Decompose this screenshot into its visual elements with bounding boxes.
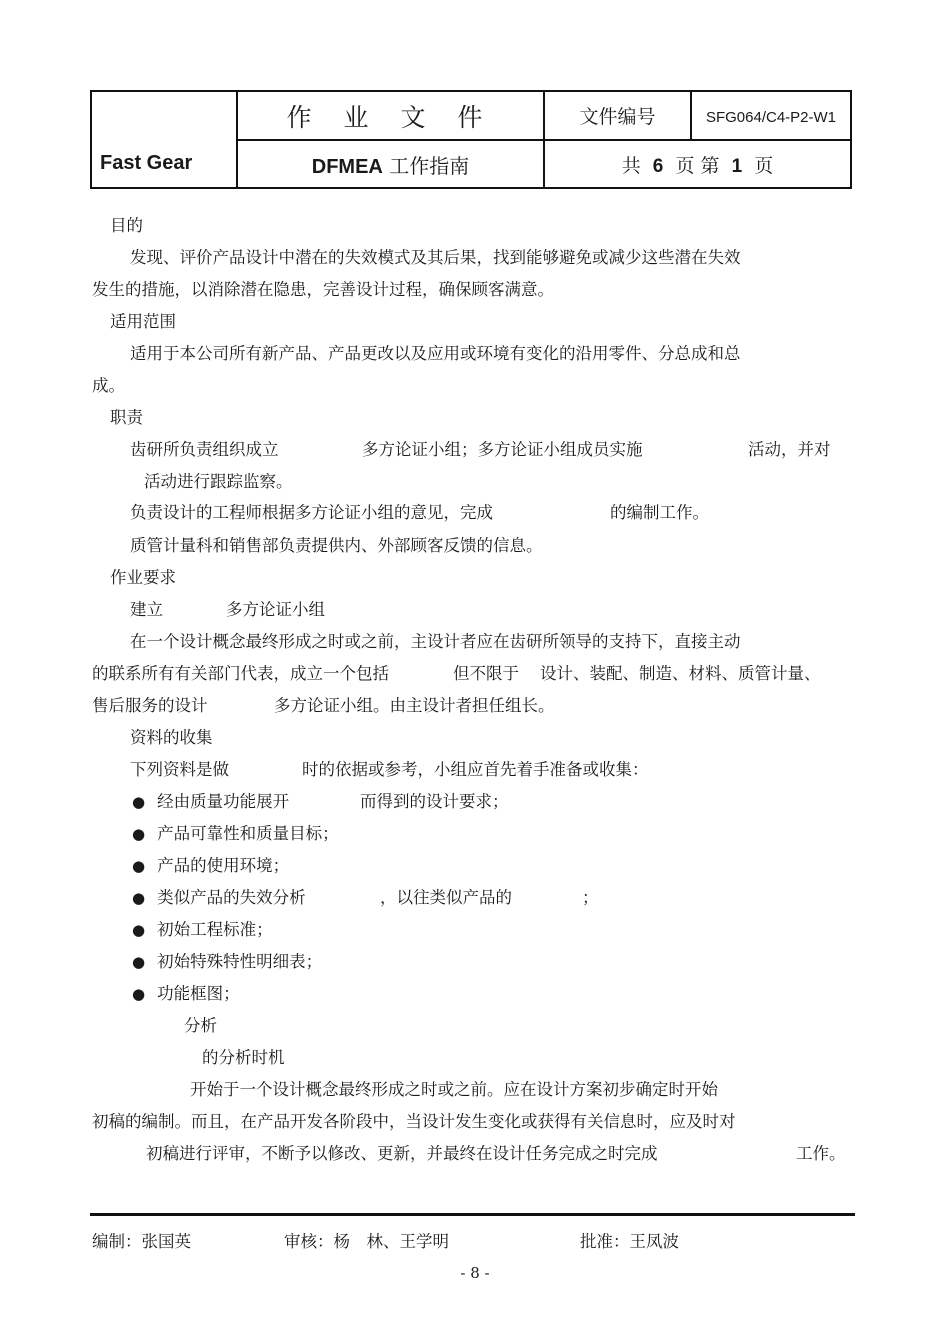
footer-approver: 批准：王凤波 [580, 1232, 679, 1251]
responsibility-1-d: 活动进行跟踪监察。 [144, 472, 293, 491]
page-number: - 8 - [460, 1264, 490, 1282]
bullet-icon: ● [132, 825, 146, 843]
list-item: ● 初始特殊特性明细表； [132, 952, 323, 971]
total-pages: 6 [652, 155, 664, 177]
doc-no-label: 文件编号 [579, 106, 656, 128]
purpose-paragraph-1: 发现、评价产品设计中潜在的失效模式及其后果，找到能够避免或减少这些潜在失效 [130, 248, 741, 267]
guide-title-cell [237, 140, 544, 188]
responsibility-1-a: 齿研所负责组织成立 [130, 440, 279, 459]
list-item: ● 初始工程标准； [132, 920, 273, 939]
responsibility-2-a: 负责设计的工程师根据多方论证小组的意见，完成 [130, 503, 493, 522]
list-item-end: ； [582, 888, 599, 907]
list-item: ● 产品的使用环境； [132, 856, 290, 875]
setup-paragraph-2-b: 但不限于 [453, 664, 519, 683]
bullet-icon: ● [132, 793, 146, 811]
company-name: Fast Gear [100, 152, 193, 174]
setup-paragraph-3-b: 多方论证小组。由主设计者担任组长。 [274, 696, 555, 715]
list-item: ● 产品可靠性和质量目标； [132, 824, 339, 843]
list-item: ● 功能框图； [132, 984, 240, 1003]
timing-paragraph-1: 开始于一个设计概念最终形成之时或之前。应在设计方案初步确定时开始 [190, 1080, 718, 1099]
timing-heading: 的分析时机 [202, 1048, 285, 1067]
scope-heading: 适用范围 [110, 312, 176, 331]
bullet-icon: ● [132, 857, 146, 875]
setup-paragraph-3-a: 售后服务的设计 [92, 696, 208, 715]
setup-paragraph-2-a: 的联系所有有关部门代表，成立一个包括 [92, 664, 389, 683]
scope-paragraph-2: 成。 [92, 376, 125, 395]
work-requirements-heading: 作业要求 [110, 568, 176, 587]
collection-intro-a: 下列资料是做 [130, 760, 229, 779]
bullet-icon: ● [132, 985, 146, 1003]
purpose-heading: 目的 [110, 216, 143, 235]
scope-paragraph-1: 适用于本公司所有新产品、产品更改以及应用或环境有变化的沿用零件、分总成和总 [130, 344, 741, 363]
doc-no-label-cell [544, 91, 691, 140]
list-item: ● 经由质量功能展开 [132, 792, 290, 811]
page-info-cell [544, 140, 851, 188]
setup-paragraph-2-c: 设计、装配、制造、材料、质管计量、 [540, 664, 821, 683]
setup-heading-a: 建立 [130, 600, 163, 619]
page-info: 共 6 页 第 1 页 [621, 154, 774, 177]
current-page: 1 [731, 155, 743, 177]
list-item: ● 类似产品的失效分析 [132, 888, 306, 907]
bullet-icon: ● [132, 921, 146, 939]
doc-type-title: 作 业 文 件 [286, 102, 495, 132]
collection-heading: 资料的收集 [130, 728, 213, 747]
document-header-table [90, 90, 852, 189]
company-cell [91, 91, 237, 188]
list-item-suffix: 而得到的设计要求； [360, 792, 509, 811]
timing-paragraph-3-a: 初稿进行评审，不断予以修改、更新，并最终在设计任务完成之时完成 [146, 1144, 658, 1163]
timing-paragraph-3-b: 工作。 [796, 1144, 846, 1163]
analysis-heading: 分析 [184, 1016, 217, 1035]
footer-editor: 编制：张国英 [92, 1232, 191, 1251]
responsibility-1-c: 活动，并对 [748, 440, 831, 459]
guide-title-en: DFMEA [311, 155, 383, 178]
bullet-icon: ● [132, 953, 146, 971]
responsibility-1-b: 多方论证小组；多方论证小组成员实施 [362, 440, 643, 459]
collection-intro-b: 时的依据或参考，小组应首先着手准备或收集： [302, 760, 649, 779]
bullet-icon: ● [132, 889, 146, 907]
list-item-suffix: ，以往类似产品的 [380, 888, 512, 907]
timing-paragraph-2: 初稿的编制。而且，在产品开发各阶段中，当设计发生变化或获得有关信息时，应及时对 [92, 1112, 736, 1131]
footer-reviewer: 审核：杨 林、王学明 [284, 1232, 449, 1251]
doc-no-cell [691, 91, 851, 140]
guide-title-cn: 工作指南 [389, 153, 470, 178]
guide-title [312, 154, 469, 178]
footer-divider [90, 1213, 855, 1216]
setup-heading-b: 多方论证小组 [226, 600, 325, 619]
responsibility-3: 质管计量科和销售部负责提供内、外部顾客反馈的信息。 [130, 536, 543, 555]
purpose-paragraph-2: 发生的措施，以消除潜在隐患，完善设计过程，确保顾客满意。 [92, 280, 554, 299]
doc-type-cell [237, 91, 544, 140]
responsibility-2-b: 的编制工作。 [610, 503, 709, 522]
responsibility-heading: 职责 [110, 408, 143, 427]
doc-number: SFG064/C4-P2-W1 [705, 108, 837, 126]
setup-paragraph-1: 在一个设计概念最终形成之时或之前，主设计者应在齿研所领导的支持下，直接主动 [130, 632, 741, 651]
